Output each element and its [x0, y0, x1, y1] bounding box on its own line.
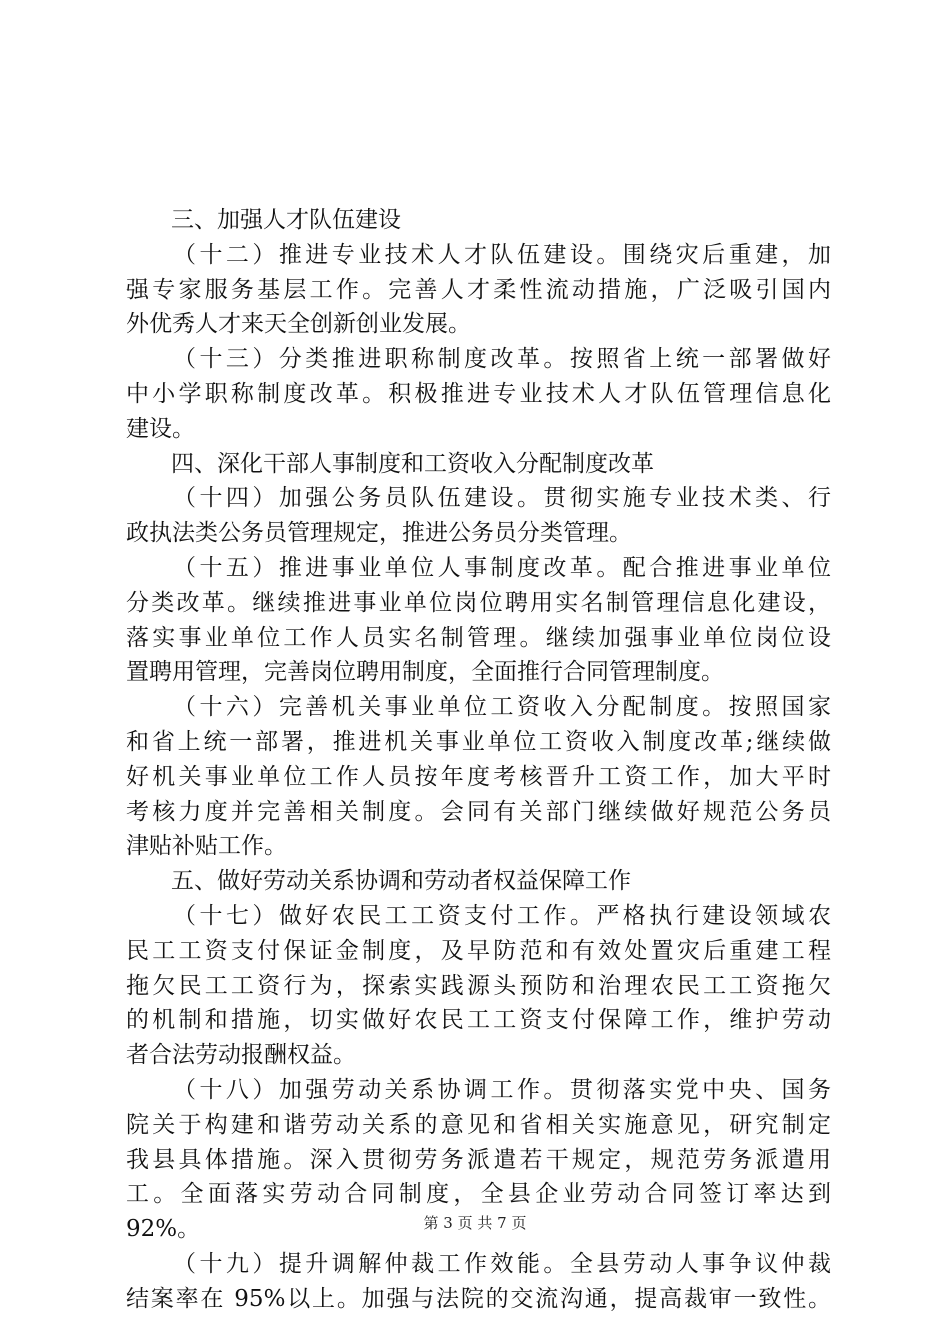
text-line: 置聘用管理，完善岗位聘用制度，全面推行合同管理制度。: [126, 659, 724, 686]
text-line: 结案率在 95%以上。加强与法院的交流沟通，提高裁审一致性。: [126, 1285, 831, 1312]
text-line: 外优秀人才来天全创新创业发展。: [126, 311, 471, 338]
text-line: 工。全面落实劳动合同制度，全县企业劳动合同签订率达到: [126, 1181, 831, 1208]
text-line: （十五）推进事业单位人事制度改革。配合推进事业单位: [173, 554, 831, 581]
text-line: 拖欠民工工资行为，探索实践源头预防和治理农民工工资拖欠: [126, 972, 831, 999]
page-footer: 第 3 页 共 7 页: [423, 1214, 527, 1232]
text-line: 好机关事业单位工作人员按年度考核晋升工资工作，加大平时: [126, 763, 831, 790]
text-line: （十二）推进专业技术人才队伍建设。围绕灾后重建，加: [173, 241, 831, 268]
text-line: 政执法类公务员管理规定，推进公务员分类管理。: [126, 520, 632, 547]
text-line: （十七）做好农民工工资支付工作。严格执行建设领域农: [173, 902, 831, 929]
text-line: （十八）加强劳动关系协调工作。贯彻落实党中央、国务: [173, 1076, 831, 1103]
text-line: （十六）完善机关事业单位工资收入分配制度。按照国家: [173, 694, 831, 721]
section-heading: 五、做好劳动关系协调和劳动者权益保障工作: [171, 868, 631, 895]
text-line: 的机制和措施，切实做好农民工工资支付保障工作，维护劳动: [126, 1007, 831, 1034]
text-line: 强专家服务基层工作。完善人才柔性流动措施，广泛吸引国内: [126, 276, 831, 303]
text-line: 民工工资支付保证金制度，及早防范和有效处置灾后重建工程: [126, 937, 831, 964]
text-line: 我县具体措施。深入贯彻劳务派遣若干规定，规范劳务派遣用: [126, 1146, 831, 1173]
section-heading: 四、深化干部人事制度和工资收入分配制度改革: [171, 450, 654, 477]
text-line: 院关于构建和谐劳动关系的意见和省相关实施意见，研究制定: [126, 1111, 831, 1138]
text-line: 考核力度并完善相关制度。会同有关部门继续做好规范公务员: [126, 798, 831, 825]
text-line: 落实事业单位工作人员实名制管理。继续加强事业单位岗位设: [126, 624, 831, 651]
text-line: 92%。: [126, 1216, 201, 1243]
text-line: （十四）加强公务员队伍建设。贯彻实施专业技术类、行: [173, 485, 831, 512]
text-line: （十三）分类推进职称制度改革。按照省上统一部署做好: [173, 346, 831, 373]
text-line: 津贴补贴工作。: [126, 833, 287, 860]
text-line: 分类改革。继续推进事业单位岗位聘用实名制管理信息化建设，: [126, 589, 831, 616]
text-line: 和省上统一部署，推进机关事业单位工资收入制度改革;继续做: [126, 728, 831, 755]
section-heading: 三、加强人才队伍建设: [171, 207, 401, 233]
document-body: [126, 203, 831, 1317]
text-line: 建设。: [126, 415, 195, 442]
text-line: 者合法劳动报酬权益。: [126, 1042, 356, 1069]
text-line: （十九）提升调解仲裁工作效能。全县劳动人事争议仲裁: [173, 1250, 831, 1277]
text-line: 中小学职称制度改革。积极推进专业技术人才队伍管理信息化: [126, 380, 831, 407]
